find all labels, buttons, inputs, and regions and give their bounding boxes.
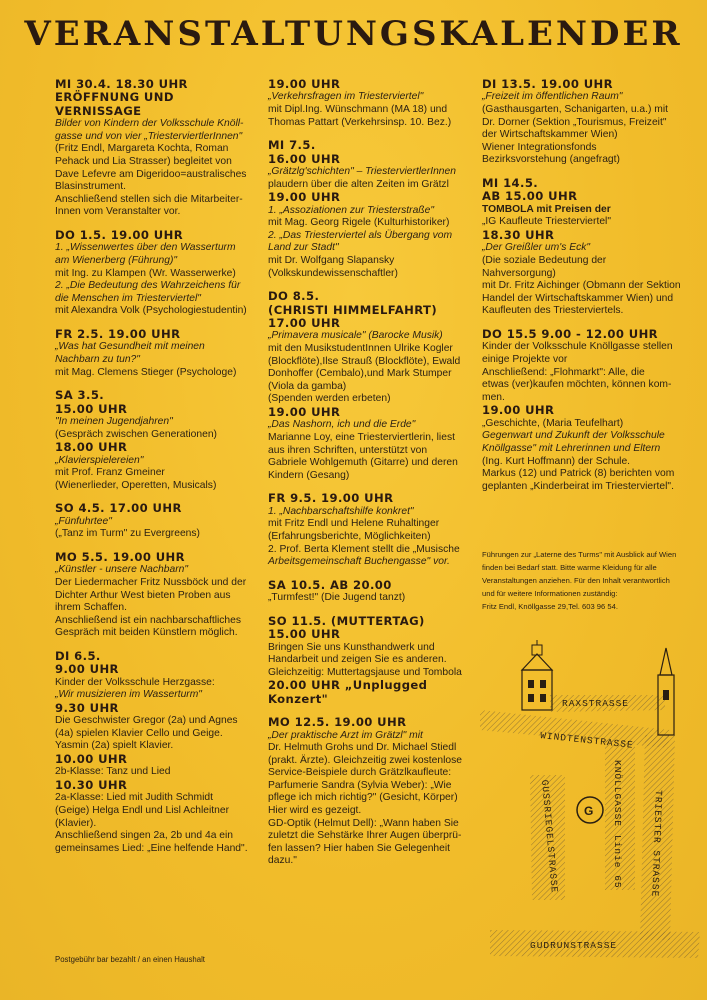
event-heading: 15.00 UHR <box>268 627 341 642</box>
notice-line: Führungen zur „Laterne des Turms" mit Ausblick auf Wien <box>482 550 677 559</box>
water-tower-icon <box>522 640 552 710</box>
event-text-line: Dichter Arthur West bieten Proben aus <box>55 589 231 601</box>
event-text-line: „Primavera musicale" (Barocke Musik) <box>268 330 443 342</box>
event-entry <box>268 492 473 568</box>
event-heading: 9.00 UHR <box>55 662 119 677</box>
event-text-line: Dave Lefevre am Digeridoo=australisches <box>55 168 247 180</box>
event-heading: FR 9.5. 19.00 UHR <box>268 491 394 506</box>
event-text-line: Nachbarn zu tun?" <box>55 353 140 365</box>
event-text-line: einige Projekte vor <box>482 353 568 365</box>
event-text-line: GD-Optik (Helmut Dell): „Wann haben Sie <box>268 817 459 829</box>
event-text-line: „Turmfest!" (Die Jugend tanzt) <box>268 592 406 604</box>
event-heading: 19.00 UHR <box>268 190 341 205</box>
event-text-line: (4a) spielen Klavier Cello und Geige. <box>55 727 223 739</box>
event-entry <box>55 502 260 541</box>
event-text-line: Handel der Wirtschaftskammer Wien) und <box>482 292 674 304</box>
event-text-line: 2a-Klasse: Lied mit Judith Schmidt <box>55 792 213 804</box>
event-text-line: (Die soziale Bedeutung der Nahversorgung) <box>482 254 607 279</box>
street-label: GUDRUNSTRASSE <box>530 940 618 951</box>
event-text-line: („Tanz im Turm" zu Evergreens) <box>55 528 200 540</box>
event-text-line: mit Ing. zu Klampen (Wr. Wasserwerke) <box>55 267 236 279</box>
event-text-line: 1. „Assoziationen zur Triesterstraße" <box>268 204 434 216</box>
event-text-line: Markus (12) und Patrick (8) berichten vom <box>482 468 675 480</box>
street-label: RAXSTRASSE <box>562 698 630 709</box>
event-text-line: „Grätzlg'schichten" – TriesterviertlerInnen <box>268 166 456 177</box>
event-text-line: Anschließend ist ein nachbarschaftliches <box>55 614 242 626</box>
event-heading: DO 15.5 9.00 - 12.00 UHR <box>482 326 658 341</box>
event-text-line: Handarbeit und zeigen Sie es anderen. <box>268 654 447 666</box>
event-text-line: (Gespräch zwischen Generationen) <box>55 428 217 440</box>
event-heading: DO 1.5. 19.00 UHR <box>55 227 184 242</box>
event-text-line: mit Mag. Clemens Stieger (Psychologe) <box>55 366 237 378</box>
svg-text:G: G <box>584 804 594 818</box>
event-heading: 18.00 UHR <box>55 440 128 455</box>
event-text-line: Donhoffer (Cembalo),und Mark Stumper <box>268 368 452 380</box>
event-text-line: „Geschichte, (Maria Teufelhart) <box>482 417 624 429</box>
event-text-line: „Wir musizieren im Wasserturm" <box>55 689 202 701</box>
event-text-line: „Fünfuhrtee" <box>55 515 112 527</box>
info-notice <box>482 548 697 613</box>
event-entry <box>268 615 473 706</box>
event-text-line: 1. „Nachbarschaftshilfe konkret" <box>268 505 414 517</box>
event-text-line: Thomas Pattart (Verkehrsinsp. 10. Bez.) <box>268 116 452 128</box>
event-entry <box>55 551 260 640</box>
event-text-line: Dr. Helmuth Grohs und Dr. Michael Stiedl <box>268 742 457 754</box>
event-text-line: (Wienerlieder, Operetten, Musicals) <box>55 479 217 491</box>
event-text-line: dazu." <box>268 855 297 867</box>
event-heading: MI 14.5. <box>482 175 539 190</box>
event-text-line: mit Dipl.Ing. Wünschmann (MA 18) und <box>268 104 448 115</box>
event-text-line: Yasmin (2a) spielt Klavier. <box>55 740 174 752</box>
event-text-line: „Freizeit im öffentlichen Raum" <box>482 91 623 103</box>
event-text-line: Parfumerie Sandra (Sylvia Weber): „Wie <box>268 779 452 791</box>
event-entry <box>55 650 260 856</box>
event-heading: DI 13.5. 19.00 UHR <box>482 77 613 91</box>
event-text-line: (Spenden werden erbeten) <box>268 393 391 405</box>
event-heading: 17.00 UHR <box>268 315 341 330</box>
event-entry <box>268 290 473 482</box>
event-text-line: (Viola da gamba) <box>268 380 347 392</box>
event-text-line: Blasinstrument. <box>55 181 126 193</box>
event-heading: 15.00 UHR <box>55 401 128 416</box>
event-text-line: Bilder von Kindern der Volksschule Knöll- <box>55 118 244 130</box>
street-label: KNÖLLGASSE <box>612 760 623 828</box>
event-text-line: geplanten „Kinderbeirat im Triesterviertel". <box>482 480 674 492</box>
postage-footer: Postgebühr bar bezahlt / an einen Haushalt <box>55 955 205 964</box>
event-text-line: Gabriele Wohlgemuth (Gitarre) und deren <box>268 457 458 469</box>
event-text-line: mit Fritz Endl und Helene Ruhaltinger <box>268 518 440 530</box>
event-text-line: Marianne Loy, eine Triesterviertlerin, liest <box>268 431 455 443</box>
event-text-line: (prakt. Ärzte). Gleichzeitig zwei kostenlose <box>268 754 462 766</box>
event-text-line: Gegenwart und Zukunft der Volksschule <box>482 430 665 442</box>
event-text-line: Innen vom Veranstalter vor. <box>55 206 181 218</box>
event-text-line: der Wirtschaftskammer Wien) <box>482 129 618 141</box>
event-entry <box>268 579 473 605</box>
column-2 <box>268 78 473 878</box>
event-text-line: Kinder der Volksschule Herzgasse: <box>55 676 215 688</box>
event-entry <box>268 139 473 280</box>
event-text-line: Pehack und Lia Strasser) begleitet von <box>55 156 232 167</box>
event-heading: ERÖFFNUNG UND <box>55 90 174 105</box>
event-heading: MI 7.5. <box>268 138 316 153</box>
event-text-line: „Künstler - unsere Nachbarn" <box>55 564 188 576</box>
event-heading: DO 8.5. <box>268 289 320 304</box>
event-text-line: mit Dr. Fritz Aichinger (Obmann der Sektion <box>482 280 681 292</box>
event-text-line: „Der Greißler um's Eck" <box>482 242 591 254</box>
column-3 <box>482 78 682 503</box>
event-text-line: Wiener Integrationsfonds <box>482 141 597 153</box>
event-text-line: Arbeitsgemeinschaft Buchengasse" vor. <box>268 556 450 568</box>
event-text-line: aus ihren Schriften, unterstützt von <box>268 444 428 456</box>
event-text-line: 2. „Das Triesterviertel als Übergang vom <box>268 229 453 241</box>
event-text-line: Kinder der Volksschule Knöllgasse stellen <box>482 341 673 353</box>
event-text-line: „IG Kaufleute Triesterviertel" <box>482 216 611 228</box>
page-title: VERANSTALTUNGSKALENDER <box>24 14 683 54</box>
street-label: Linie 65 <box>612 835 623 889</box>
event-text-line: pflege ich mich richtig?" (Gesicht, Körper) <box>268 792 458 804</box>
event-text-line: zuletzt die Sehstärke Ihrer Augen überprü- <box>268 830 462 842</box>
event-text-line: gasse und von vier „TriesterviertlerInnen" <box>55 130 243 142</box>
event-heading: SA 10.5. AB 20.00 <box>268 577 392 592</box>
event-text-line: (Gasthausgarten, Schanigarten, u.a.) mit <box>482 104 669 115</box>
event-entry <box>482 78 682 167</box>
notice-line: finden bei Bedarf statt. Bitte warme Kleidung für alle <box>482 563 657 572</box>
event-text-line: Bezirksvorstehung (angefragt) <box>482 154 620 166</box>
event-heading: MO 12.5. 19.00 UHR <box>268 715 407 730</box>
event-text-line: (Volkskundewissenschaftler) <box>268 267 398 279</box>
event-text-line: Die Geschwister Gregor (2a) und Agnes <box>55 715 238 727</box>
event-text-line: Der Liedermacher Fritz Nussböck und der <box>55 576 247 588</box>
event-text-line: Knöllgasse" mit Lehrerinnen und Eltern <box>482 442 661 454</box>
event-text-line: Anschließend: „Flohmarkt": Alle, die <box>482 366 645 378</box>
event-heading: 9.30 UHR <box>55 700 119 715</box>
event-heading: MO 5.5. 19.00 UHR <box>55 549 185 564</box>
event-heading: VERNISSAGE <box>55 103 142 118</box>
event-text-line: etwas (ver)kaufen möchten, können kom- <box>482 379 672 391</box>
event-text-line: Kaufleuten des Triesterviertels. <box>482 305 624 317</box>
street-label: TRIESTER STRASSE <box>649 789 664 898</box>
event-text-line: 2. Prof. Berta Klement stellt die „Musische <box>268 543 460 555</box>
event-text-line: fen lassen? Hier haben Sie Gelegenheit <box>268 842 451 854</box>
event-text-line: (Erfahrungsberichte, Möglichkeiten) <box>268 530 431 542</box>
event-heading: (CHRISTI HIMMELFAHRT) <box>268 302 438 317</box>
event-entry <box>55 389 260 492</box>
event-entry <box>55 328 260 379</box>
event-text-line: „Verkehrsfragen im Triesterviertel" <box>268 91 424 103</box>
event-text-line: (Blockflöte),Ilse Strauß (Blockflöte), Ewald <box>268 355 461 367</box>
event-heading: 10.00 UHR <box>55 752 128 767</box>
event-text-line: „Klavierspielereien" <box>55 454 144 466</box>
notice-line: Fritz Endl, Knöllgasse 29,Tel. 603 96 54. <box>482 602 618 611</box>
event-heading: SA 3.5. <box>55 388 105 403</box>
event-text-line: mit Mag. Georg Rigele (Kulturhistoriker) <box>268 217 450 229</box>
event-text-line: 2b-Klasse: Tanz und Lied <box>55 766 171 778</box>
event-entry <box>482 328 682 493</box>
column-1 <box>55 78 260 865</box>
event-text-line: TOMBOLA mit Preisen der <box>482 203 611 215</box>
street-label: WINDTENSTRASSE <box>539 730 635 751</box>
event-text-line: die Menschen im Triesterviertel" <box>55 292 201 304</box>
event-text-line: (Geige) Helga Endl und Lisl Achleitner <box>55 805 230 817</box>
event-text-line: Land zur Stadt" <box>268 242 339 254</box>
event-text-line: (Klavier). <box>55 817 97 829</box>
event-text-line: Anschließend stellen sich die Mitarbeiter- <box>55 193 243 205</box>
event-text-line: Anschließend singen 2a, 2b und 4a ein <box>55 830 234 842</box>
event-heading: 19.00 UHR <box>268 404 341 419</box>
event-text-line: 2. „Die Bedeutung des Wahrzeichens für <box>55 280 241 292</box>
event-text-line: „Was hat Gesundheit mit meinen <box>55 341 205 353</box>
event-text-line: „Das Nashorn, ich und die Erde" <box>268 419 416 431</box>
event-heading: AB 15.00 UHR <box>482 189 578 204</box>
event-entry <box>55 78 260 219</box>
event-heading: 16.00 UHR <box>268 151 341 166</box>
event-text-line: mit Alexandra Volk (Psychologiestudentin) <box>55 305 247 317</box>
event-text-line: Bringen Sie uns Kunsthandwerk und <box>268 641 435 653</box>
event-heading: 10.30 UHR <box>55 778 128 793</box>
event-text-line: Service-Beispiele durch Grätzlkaufleute: <box>268 767 452 779</box>
notice-line: Veranstaltungen anziehen. Für den Inhalt verantwortlich <box>482 576 670 585</box>
event-text-line: (Fritz Endl, Margareta Kochta, Roman <box>55 143 229 155</box>
event-entry <box>268 78 473 129</box>
event-heading: SO 4.5. 17.00 UHR <box>55 501 182 516</box>
event-text-line: Gespräch mit beiden Künstlern möglich. <box>55 627 238 639</box>
notice-line: und für weitere Informationen zuständig: <box>482 589 618 598</box>
church-spire-icon <box>658 648 674 735</box>
event-text-line: Dr. Dorner (Sektion „Tourismus, Freizeit" <box>482 116 667 128</box>
event-heading: 20.00 UHR „Unplugged Konzert" <box>268 678 428 706</box>
event-text-line: Kindern (Gesang) <box>268 469 350 481</box>
event-text-line: „Der praktische Arzt im Grätzl" mit <box>268 729 423 741</box>
event-heading: 18.30 UHR <box>482 227 555 242</box>
event-heading: SO 11.5. (MUTTERTAG) <box>268 613 425 628</box>
event-heading: MI 30.4. 18.30 UHR <box>55 77 188 91</box>
street-label: GUSSRIEGELSTRASSE <box>539 779 560 894</box>
event-text-line: men. <box>482 391 505 403</box>
event-heading: 19.00 UHR <box>482 403 555 418</box>
event-heading: FR 2.5. 19.00 UHR <box>55 326 181 341</box>
event-text-line: mit Dr. Wolfgang Slapansky <box>268 254 395 266</box>
event-text-line: mit den MusikstudentInnen Ulrike Kogler <box>268 342 453 354</box>
location-map <box>470 640 707 980</box>
event-entry <box>268 716 473 868</box>
event-text-line: Gleichzeitig: Muttertagsjause und Tombola <box>268 666 462 678</box>
school-logo-icon <box>577 797 603 823</box>
event-heading: DI 6.5. <box>55 648 101 663</box>
event-text-line: plaudern über die alten Zeiten im Grätzl <box>268 178 449 190</box>
event-text-line: Hier wird es gezeigt. <box>268 805 362 817</box>
event-text-line: gemeinsames Lied: „Eine helfende Hand". <box>55 842 248 854</box>
event-text-line: ihrem Schaffen. <box>55 602 127 614</box>
event-entry <box>482 177 682 318</box>
event-entry <box>55 229 260 318</box>
event-text-line: (Ing. Kurt Hoffmann) der Schule. <box>482 455 631 467</box>
event-text-line: mit Prof. Franz Gmeiner <box>55 467 165 479</box>
event-heading: 19.00 UHR <box>268 77 341 91</box>
event-text-line: 1. „Wissenwertes über den Wasserturm <box>55 242 236 254</box>
event-text-line: am Wienerberg (Führung)" <box>55 254 178 266</box>
event-text-line: "In meinen Jugendjahren" <box>55 415 173 427</box>
